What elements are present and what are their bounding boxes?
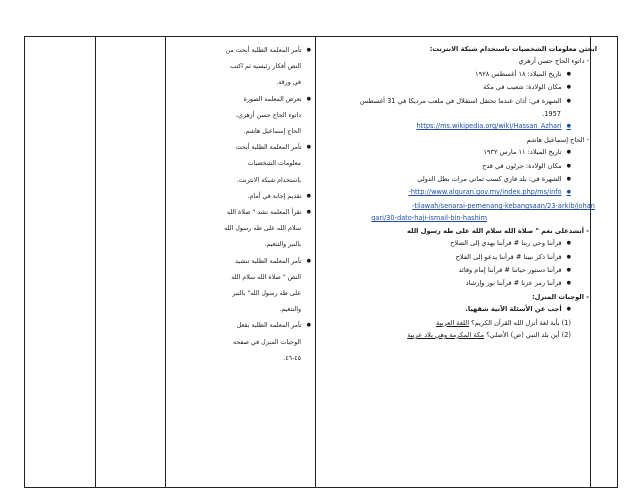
teacher-step-line: باستخدام شبكة الانترنت. [236, 176, 301, 184]
salawat-line: ● قرآننا وحي ربنا # قرآننا يهدي إلى الصلاح [179, 237, 597, 250]
homework-heading: - الوجبات المنزل: [531, 292, 589, 301]
person2-link[interactable]: ● http://www.alquran.gov.my/index.php/ms/info- [179, 186, 597, 199]
person1-fame: ● الشهرة في: أذان عندما تحتفل استقلال في ملعب مرديكا في 31 أغسطس [179, 95, 597, 108]
teacher-step-line: ● تأمر المعلمة الطلبة أبحث [175, 140, 311, 156]
teacher-step-line: ● تعرض المعلمة الصورة [175, 92, 311, 108]
teacher-step-line: ● تأمر المعلمة الطلبة بفعل [175, 318, 311, 334]
teacher-step-line: ● تقرأ المعلمة نشد " صلاة الله [175, 205, 311, 221]
teacher-step-line: على طه رسول الله" بالنبر [232, 290, 301, 298]
teacher-step-line: والتنغيم. [279, 306, 301, 314]
teacher-step-line: ● تأمر المعلمة الطلبة تنشيد [175, 254, 311, 270]
teacher-step-line: الوجبات المنزل في صفحة [232, 338, 301, 346]
teacher-step-line: النص أفكار رئيسية ثم اكتب [230, 63, 301, 71]
person2-title: - الحاج إسماعيل هاشم [526, 135, 589, 144]
search-heading: ابحثن معلومات الشخصيات باستخدام شبكة الانترنت: [429, 45, 597, 53]
teacher-step-line: بالنبر والتنغيم. [264, 241, 301, 249]
salawat-line: ● قرآننا ذكر نبينا # قرآننا يدعو إلى الفلاح [179, 251, 597, 264]
teacher-step-line: ٤٥-٤٦. [283, 354, 301, 362]
teacher-step-line: معلومات الشخصيات [247, 160, 301, 168]
person1-title: - داتوء الحاج حسن أزهري [518, 57, 589, 66]
teacher-step-line: ● تأمر المعلمة الطلبة أبحث من [175, 43, 311, 59]
person2-link-cont[interactable]: tilawah/senarai-pemenang-kebangsaan/23-arkib/johan- [412, 201, 595, 210]
teacher-step-line: سلام الله على طه رسول الله [224, 225, 301, 233]
answer-heading: ● أجب عن الأسئلة الآتية شفهيا. [179, 303, 597, 316]
question-1-answer: اللغة العربية [436, 318, 470, 327]
person2-link-end[interactable]: qari/30-dato-haji-ismail-bin-hashim [371, 214, 487, 223]
salawat-heading: - أنشدعلى نغم " صلاة الله سلام الله على طه رسول الله [407, 226, 589, 235]
question-1: (1) بأية لغة أنزل الله القرآن الكريم؟ اللغة العربية [436, 318, 571, 327]
person2-birth: ● تاريخ الميلاد: ١١ مارس ١٩٣٢ [179, 146, 597, 159]
person1-link[interactable]: ● https://ms.wikipedia.org/wiki/Hassan_Azhari [179, 120, 597, 133]
teacher-step-line: النص " صلاة الله سلام الله [231, 273, 301, 281]
teacher-step-line: ● تقديم إجابة في أمام. [175, 189, 311, 205]
column-divider [95, 37, 96, 487]
salawat-line: ● قرآننا دستور حياتنا # قرآننا إمام وقائد [179, 264, 597, 277]
person1-birth: ● تاريخ الميلاد: ١٨ أغسطس ١٩٢٨ [179, 68, 597, 81]
person2-fame: ● الشهرة في: بلد قاري كسب ثماني مرات بطل الدولي [179, 173, 597, 186]
teacher-step-line: في ورقة. [276, 79, 301, 87]
question-2: (2) أين بلد النبي (ص) الأصلي؟ مكة المكرمة وهي بلاد عربية [407, 330, 571, 339]
teacher-step-line: داتوء الحاج حسن أزهري، [235, 111, 301, 119]
question-2-answer: مكة المكرمة وهي بلاد عربية [407, 330, 485, 339]
teacher-step-line: الحاج إسماعيل هاشم. [243, 128, 301, 136]
person2-place: ● مكان الولادة: جرلون في قدح [179, 160, 597, 173]
person1-fame-year: 1957. [542, 110, 561, 119]
salawat-line: ● قرآننا رمز عزنا # قرآننا نور وإرشاد [179, 277, 597, 290]
person1-place: ● مكان الولادة: شعيب في مكة [179, 81, 597, 94]
column-divider [165, 37, 166, 487]
teacher-steps [175, 43, 311, 367]
lesson-table [24, 36, 618, 488]
